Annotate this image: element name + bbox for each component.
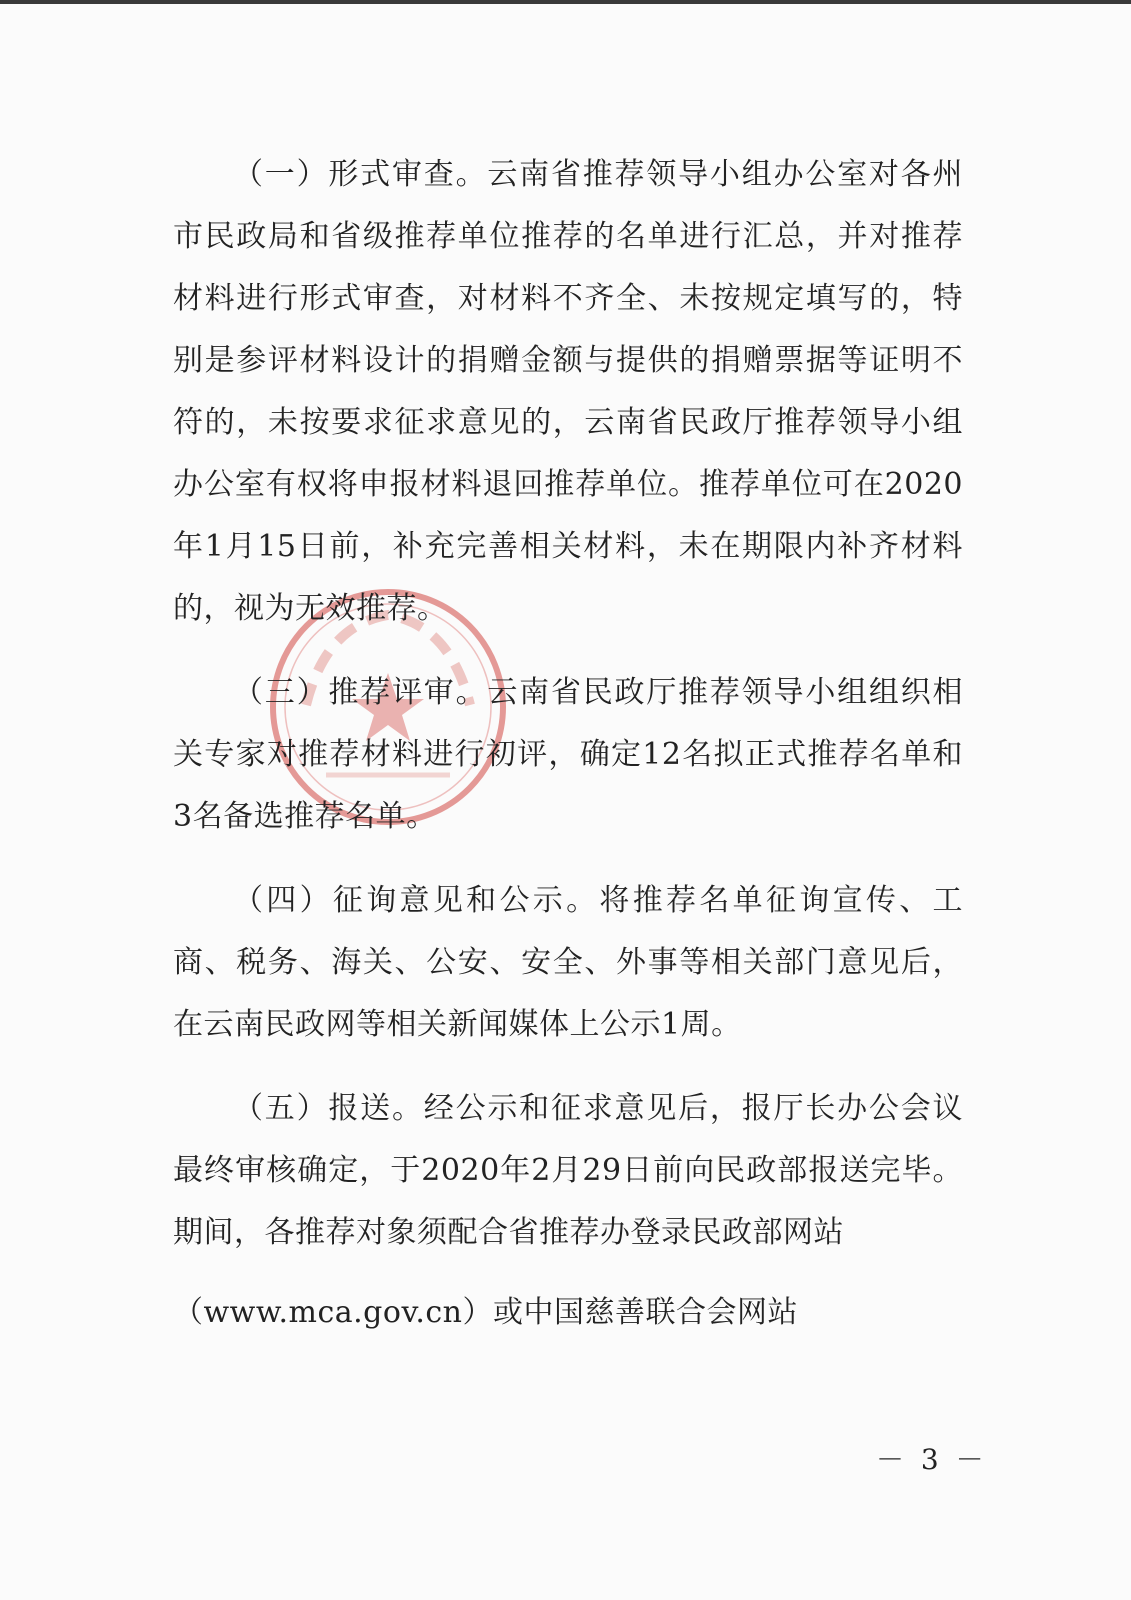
scan-top-edge	[0, 0, 1131, 4]
paragraph-consultation-publicity: （四）征询意见和公示。将推荐名单征询宣传、工商、税务、海关、公安、安全、外事等相关部门意见后，在云南民政网等相关新闻媒体上公示1周。	[173, 883, 963, 1042]
paragraph-submission: （五）报送。经公示和征求意见后，报厅长办公会议最终审核确定，于2020年2月29日前向民政部报送完毕。期间，各推荐对象须配合省推荐办登录民政部网站	[173, 1091, 963, 1250]
page-number: － 3 －	[876, 1443, 988, 1476]
document-body	[173, 144, 963, 1344]
paragraph-recommendation-review: （三）推荐评审。云南省民政厅推荐领导小组组织相关专家对推荐材料进行初评，确定12名拟正式推荐名单和3名备选推荐名单。	[173, 675, 963, 834]
paragraph-website: （www.mca.gov.cn）或中国慈善联合会网站	[173, 1295, 798, 1330]
paragraph-formal-review: （一）形式审查。云南省推荐领导小组办公室对各州市民政局和省级推荐单位推荐的名单进行汇总，并对推荐材料进行形式审查，对材料不齐全、未按规定填写的，特别是参评材料设计的捐赠金额与提供的捐赠票据等证明不符的，未按要求征求意见的，云南省民政厅推荐领导小组办公室有权将申报材料退回推荐单位。推荐单位可在2020年1月15日前，补充完善相关材料，未在期限内补齐材料的，视为无效推荐。	[173, 157, 963, 626]
